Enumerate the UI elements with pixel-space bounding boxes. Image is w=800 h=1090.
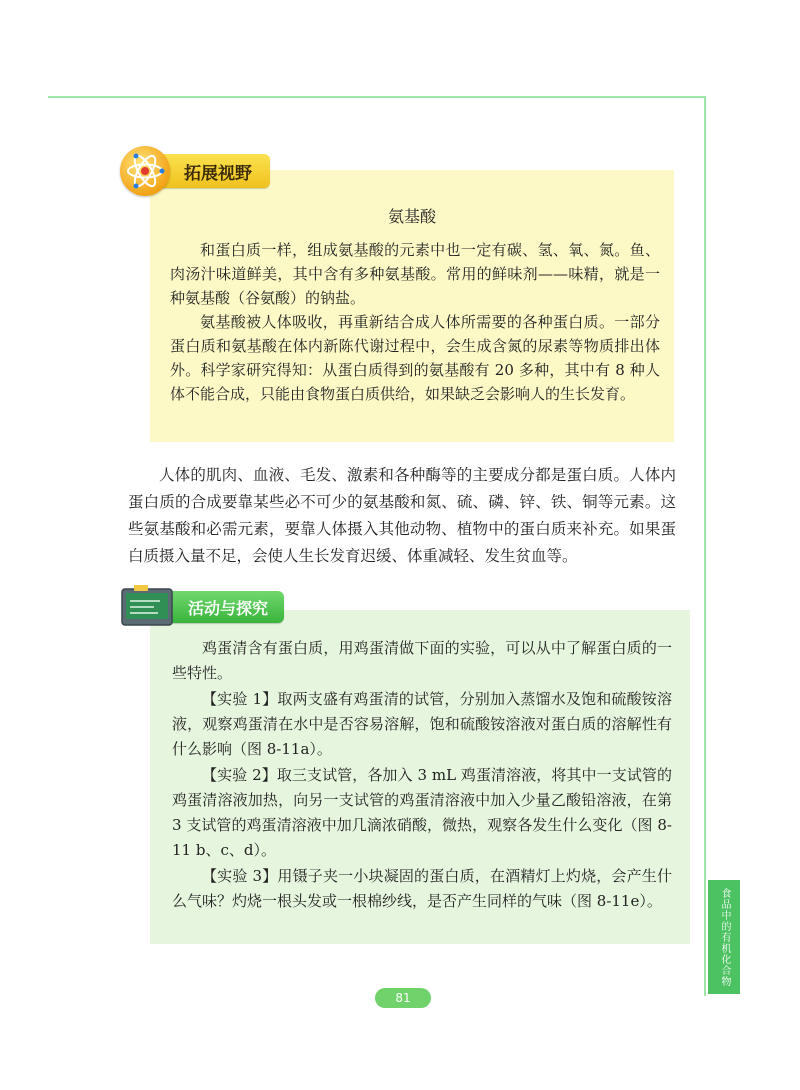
activity-title: 活动与探究: [170, 591, 284, 623]
expand-vision-header: [120, 146, 270, 196]
blackboard-icon: [120, 585, 176, 629]
expand-vision-title: 拓展视野: [162, 154, 270, 188]
atom-icon: [120, 146, 170, 196]
main-paragraph: 人体的肌肉、血液、毛发、激素和各种酶等的主要成分都是蛋白质。人体内蛋白质的合成要靠某些必不可少的氨基酸和氮、硫、磷、锌、铁、铜等元素。这些氨基酸和必需元素，要靠人体摄入其他动物、植物中的蛋白质来补充。如果蛋白质摄入量不足，会使人生长发育迟缓、体重减轻、发生贫血等。: [128, 466, 676, 565]
activity-paragraph: 鸡蛋清含有蛋白质，用鸡蛋清做下面的实验，可以从中了解蛋白质的一些特性。: [172, 639, 672, 682]
main-text: [128, 462, 676, 570]
expand-paragraph: 氨基酸被人体吸收，再重新结合成人体所需要的各种蛋白质。一部分蛋白质和氨基酸在体内新陈代谢过程中，会生成含氮的尿素等物质排出体外。科学家研究得知：从蛋白质得到的氨基酸有 20 多种，其中有 8 种人体不能合成，只能由食物蛋白质供给，如果缺乏会影响人的生长发育。: [170, 313, 660, 403]
page-frame-right: [704, 96, 706, 996]
expand-paragraph: 和蛋白质一样，组成氨基酸的元素中也一定有碳、氢、氧、氮。鱼、肉汤汁味道鲜美，其中含有多种氨基酸。常用的鲜味剂——味精，就是一种氨基酸（谷氨酸）的钠盐。: [170, 241, 660, 307]
page-frame-top: [48, 96, 706, 98]
activity-header: [120, 582, 284, 632]
amino-acid-heading: 氨基酸: [387, 207, 436, 226]
chapter-side-tab: 食品中的有机化合物: [708, 880, 740, 994]
experiment-3-paragraph: 【实验 3】用镊子夹一小块凝固的蛋白质，在酒精灯上灼烧，会产生什么气味？灼烧一根头发或一根棉纱线，是否产生同样的气味（图 8-11e）。: [172, 867, 672, 910]
page-number: 81: [375, 988, 431, 1008]
experiment-2-paragraph: 【实验 2】取三支试管，各加入 3 mL 鸡蛋清溶液，将其中一支试管的鸡蛋清溶液加热，向另一支试管的鸡蛋清溶液中加入少量乙酸铅溶液，在第 3 支试管的鸡蛋清溶液中加几滴浓硝酸，微热，观察各发生什么变化（图 8-11 b、c、d）。: [172, 766, 672, 859]
expand-vision-body: [170, 238, 660, 406]
activity-body: [172, 636, 672, 915]
experiment-1-paragraph: 【实验 1】取两支盛有鸡蛋清的试管，分别加入蒸馏水及饱和硫酸铵溶液，观察鸡蛋清在水中是否容易溶解，饱和硫酸铵溶液对蛋白质的溶解性有什么影响（图 8-11a）。: [172, 690, 672, 758]
